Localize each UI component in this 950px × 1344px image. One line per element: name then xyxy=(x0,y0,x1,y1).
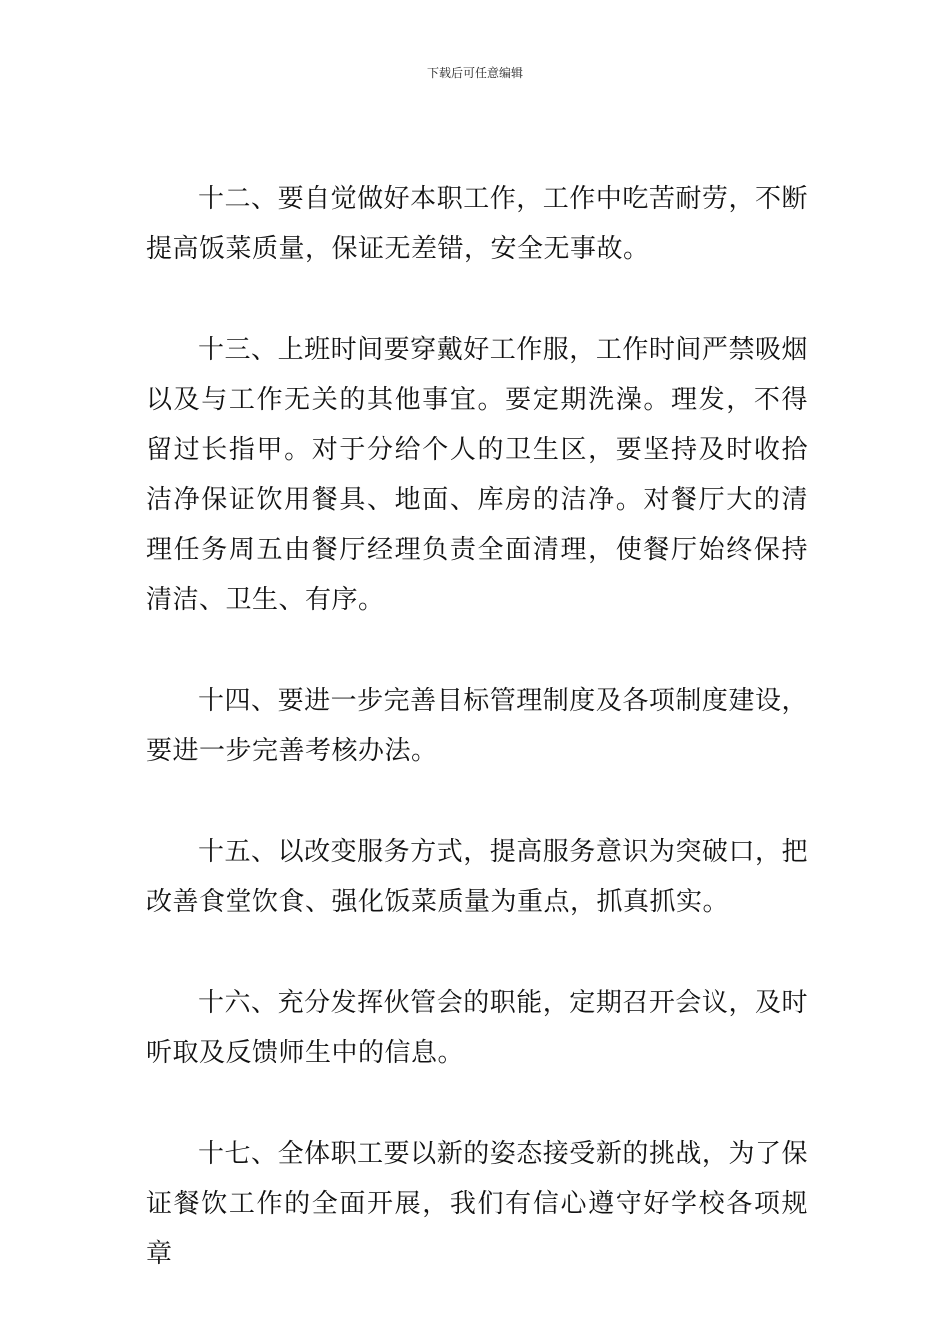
paragraph-12: 十二、要自觉做好本职工作，工作中吃苦耐劳，不断提高饭菜质量，保证无差错，安全无事故。 xyxy=(146,184,808,264)
paragraph-16: 十六、充分发挥伙管会的职能，定期召开会议，及时听取及反馈师生中的信息。 xyxy=(146,988,808,1068)
document-body xyxy=(146,174,808,1279)
paragraph-13: 十三、上班时间要穿戴好工作服，工作时间严禁吸烟以及与工作无关的其他事宜。要定期洗澡。理发，不得留过长指甲。对于分给个人的卫生区，要坚持及时收拾洁净保证饮用餐具、地面、库房的洁净。对餐厅大的清理任务周五由餐厅经理负责全面清理，使餐厅始终保持清洁、卫生、有序。 xyxy=(146,335,808,615)
page-header: 下载后可任意编辑 xyxy=(426,66,523,80)
paragraph-14: 十四、要进一步完善目标管理制度及各项制度建设，要进一步完善考核办法。 xyxy=(146,686,808,766)
paragraph-15: 十五、以改变服务方式，提高服务意识为突破口，把改善食堂饮食、强化饭菜质量为重点，抓真抓实。 xyxy=(146,837,808,917)
paragraph-17: 十七、全体职工要以新的姿态接受新的挑战，为了保证餐饮工作的全面开展，我们有信心遵守好学校各项规章 xyxy=(146,1139,808,1269)
